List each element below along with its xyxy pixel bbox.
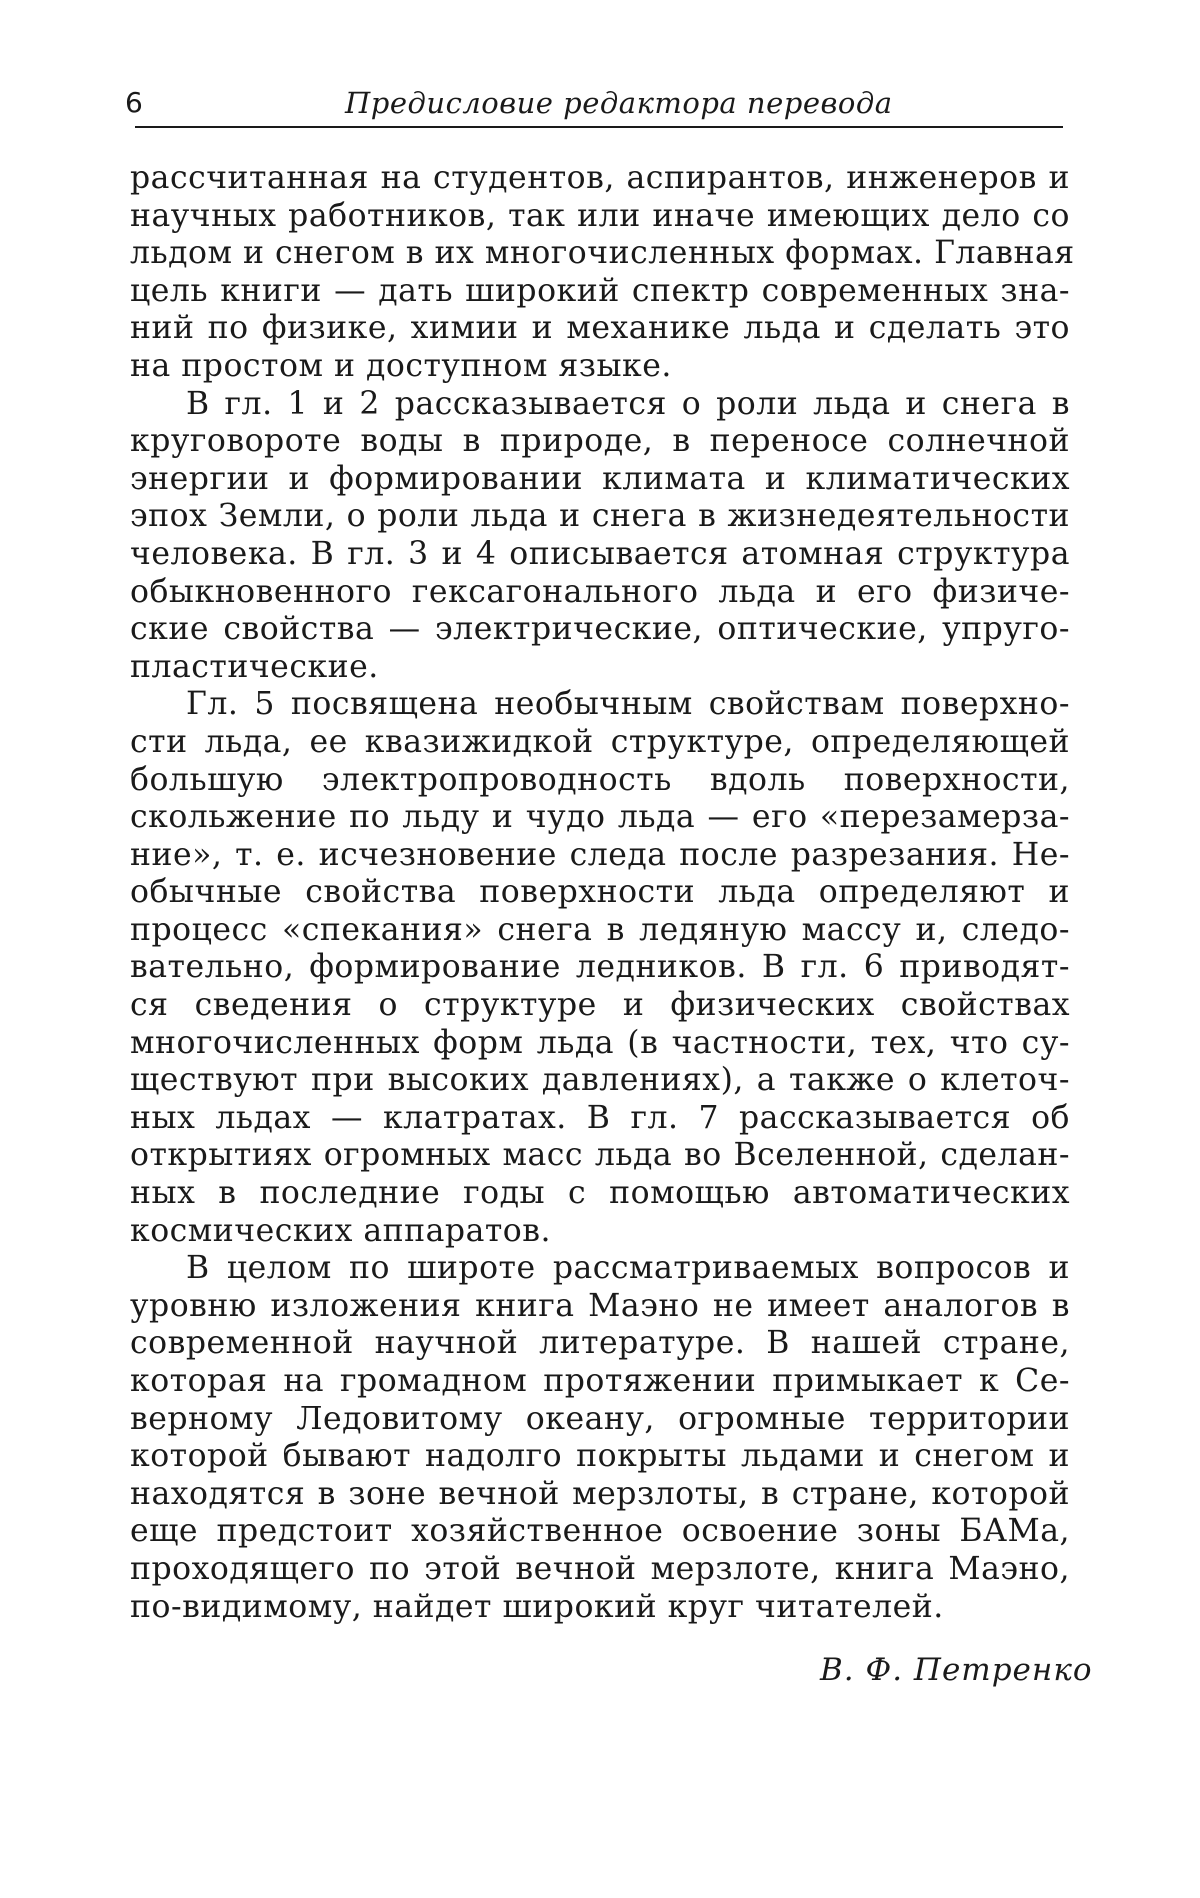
text-line: пластические. xyxy=(130,648,379,685)
running-title: Предисловие редактора перевода xyxy=(345,86,893,120)
text-line: научных работников, так или иначе имеющих дело со xyxy=(130,197,1070,234)
text-line: ские свойства — электрические, оптические, упруго- xyxy=(130,611,1070,648)
text-line: льдом и снегом в их многочисленных формах. Главная xyxy=(130,235,1075,272)
text-line: сти льда, ее квазижидкой структуре, определяющей xyxy=(130,723,1070,760)
text-line: большую электропроводность вдоль поверхности, xyxy=(130,761,1070,798)
text-line: космических аппаратов. xyxy=(130,1212,551,1249)
text-line: уровню изложения книга Маэно не имеет аналогов в xyxy=(130,1287,1070,1324)
text-line: ных в последние годы с помощью автоматических xyxy=(130,1175,1070,1212)
text-line: В целом по широте рассматриваемых вопросов и xyxy=(186,1250,1070,1287)
text-line: ний по физике, химии и механике льда и сделать это xyxy=(130,310,1070,347)
text-line: вательно, формирование ледников. В гл. 6 приводят- xyxy=(130,949,1070,986)
text-line: скольжение по льду и чудо льда — его «перезамерза- xyxy=(130,799,1070,836)
text-line: обыкновенного гексагонального льда и его физиче- xyxy=(130,573,1070,610)
paragraph xyxy=(130,1250,1070,1626)
paragraph xyxy=(130,386,1070,687)
text-line: которая на громадном протяжении примыкает к Се- xyxy=(130,1363,1070,1399)
text-line: находятся в зоне вечной мерзлоты, в стране, которой xyxy=(130,1475,1070,1512)
text-line: эпох Земли, о роли льда и снега в жизнедеятельности xyxy=(130,498,1070,535)
text-line: энергии и формировании климата и климатических xyxy=(130,460,1070,497)
text-line: ных льдах — клатратах. В гл. 7 рассказывается об xyxy=(130,1099,1070,1136)
body-text xyxy=(130,160,1075,1626)
text-line: на простом и доступном языке. xyxy=(130,347,672,384)
text-line: В гл. 1 и 2 рассказывается о роли льда и снега в xyxy=(186,385,1070,422)
header-rule xyxy=(135,126,1063,128)
text-line: верному Ледовитому океану, огромные территории xyxy=(130,1400,1070,1437)
text-line: человека. В гл. 3 и 4 описывается атомная структура xyxy=(130,535,1070,572)
text-line: проходящего по этой вечной мерзлоте, книга Маэно, xyxy=(130,1550,1070,1587)
text-line: ние», т. е. исчезновение следа после разрезания. Не- xyxy=(130,836,1070,873)
text-line: ся сведения о структуре и физических свойствах xyxy=(130,987,1070,1024)
running-header xyxy=(125,86,1069,130)
text-line: Гл. 5 посвящена необычным свойствам поверхно- xyxy=(186,686,1070,723)
paragraph xyxy=(130,686,1070,1250)
text-line: еще предстоит хозяйственное освоение зоны БАМа, xyxy=(130,1513,1070,1550)
page-number: 6 xyxy=(125,86,143,119)
text-line: цель книги — дать широкий спектр современных зна- xyxy=(130,272,1070,309)
text-line: по-видимому, найдет широкий круг читателей. xyxy=(130,1588,944,1625)
text-line: обычные свойства поверхности льда определяют и xyxy=(130,874,1070,911)
text-line: современной научной литературе. В нашей стране, xyxy=(130,1325,1070,1362)
paragraph xyxy=(130,160,1075,386)
text-line: которой бывают надолго покрыты льдами и снегом и xyxy=(130,1438,1070,1475)
text-line: многочисленных форм льда (в частности, тех, что су- xyxy=(130,1024,1070,1061)
text-line: рассчитанная на студентов, аспирантов, инженеров и xyxy=(130,160,1070,196)
text-line: процесс «спекания» снега в ледяную массу и, следо- xyxy=(130,911,1070,948)
signature: В. Ф. Петренко xyxy=(820,1652,1093,1688)
text-line: круговороте воды в природе, в переносе солнечной xyxy=(130,423,1070,460)
text-line: открытиях огромных масс льда во Вселенной, сделан- xyxy=(130,1137,1070,1174)
text-line: ществуют при высоких давлениях), а также о клеточ- xyxy=(130,1062,1070,1099)
